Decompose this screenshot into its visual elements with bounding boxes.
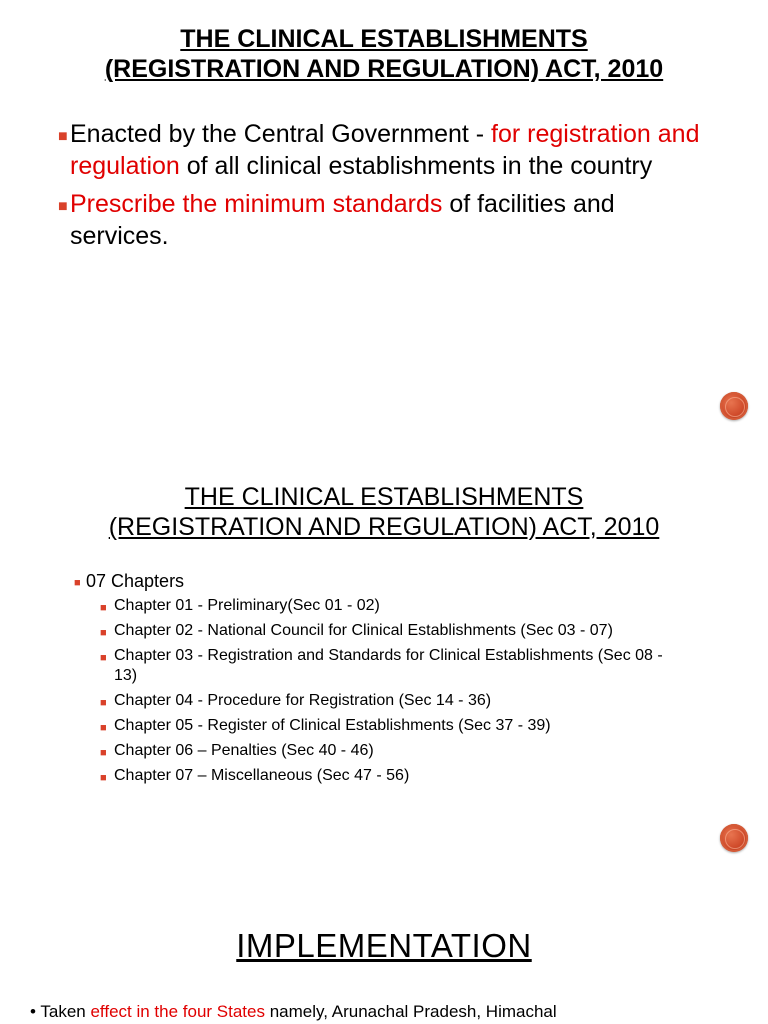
- slide-3-bullet-text-b: namely, Arunachal Pradesh, Himachal: [264, 1002, 557, 1021]
- slide-1: [0, 0, 768, 452]
- chapter-text: Chapter 02 - National Council for Clinical Establishments (Sec 03 - 07): [114, 622, 613, 639]
- slide-1-title: [0, 24, 768, 84]
- bullet-2-text-b: of facilities and services.: [70, 190, 615, 250]
- implementation-title: IMPLEMENTATION: [236, 927, 532, 964]
- chapter-text: Chapter 03 - Registration and Standards for Clinical Establishments (Sec 08 - 13): [114, 647, 663, 684]
- chapters-label: 07 Chapters: [86, 571, 185, 591]
- square-bullet-icon: ■: [100, 627, 107, 639]
- square-bullet-icon: ■: [100, 722, 107, 734]
- bullet-1-text-a: Enacted by the Central Government -: [70, 120, 492, 148]
- chapter-text: Chapter 06 – Penalties (Sec 40 - 46): [114, 742, 374, 759]
- slide-1-title-line-1: THE CLINICAL ESTABLISHMENTS: [180, 25, 588, 53]
- list-item: [100, 716, 690, 736]
- list-item: [100, 621, 690, 641]
- orange-orb-icon: [720, 824, 748, 852]
- list-item: [100, 741, 690, 761]
- bullet-1-text-b: of all clinical establishments in the country: [179, 152, 653, 180]
- slide-2-title-line-2: (REGISTRATION AND REGULATION) ACT, 2010: [108, 513, 660, 541]
- square-bullet-icon: ■: [100, 697, 107, 709]
- list-item: [100, 596, 690, 616]
- slide-1-bullet-list: [58, 118, 718, 258]
- round-bullet-icon: •: [30, 1002, 36, 1021]
- square-bullet-icon: ■: [100, 602, 107, 614]
- list-item: [100, 646, 690, 686]
- square-bullet-icon: ■: [100, 652, 107, 664]
- slide-3-bullet-text-a: Taken: [40, 1002, 91, 1021]
- list-item: [100, 691, 690, 711]
- square-bullet-icon: ■: [100, 772, 107, 784]
- slide-3: [0, 882, 768, 1024]
- list-item: [100, 766, 690, 786]
- slide-1-bullet-1: [58, 118, 718, 182]
- square-bullet-icon: ■: [74, 577, 81, 589]
- square-bullet-icon: ■: [58, 128, 68, 145]
- bullet-2-text-red: Prescribe the minimum standards: [70, 190, 443, 218]
- slide-1-title-line-2: (REGISTRATION AND REGULATION) ACT, 2010: [104, 55, 664, 83]
- slide-3-bullet: [30, 1001, 557, 1023]
- square-bullet-icon: ■: [58, 198, 68, 215]
- slide-2: [0, 452, 768, 882]
- chapter-list: [100, 596, 690, 786]
- chapter-text: Chapter 01 - Preliminary(Sec 01 - 02): [114, 597, 380, 614]
- square-bullet-icon: ■: [100, 747, 107, 759]
- bullet-1-text-red: for registration and regulation: [70, 120, 700, 180]
- slide-2-title: [0, 482, 768, 542]
- orange-orb-icon: [720, 392, 748, 420]
- chapter-text: Chapter 05 - Register of Clinical Establishments (Sec 37 - 39): [114, 717, 551, 734]
- slide-3-title: [0, 926, 768, 966]
- chapter-text: Chapter 04 - Procedure for Registration (Sec 14 - 36): [114, 692, 492, 709]
- slide-2-title-line-1: THE CLINICAL ESTABLISHMENTS: [184, 483, 584, 511]
- slide-1-bullet-2: [58, 188, 718, 252]
- slide-3-bullet-text-red: effect in the four States: [90, 1002, 265, 1021]
- chapters-heading-item: [74, 570, 690, 786]
- chapter-text: Chapter 07 – Miscellaneous (Sec 47 - 56): [114, 767, 410, 784]
- slide-2-chapter-outline: [74, 570, 690, 791]
